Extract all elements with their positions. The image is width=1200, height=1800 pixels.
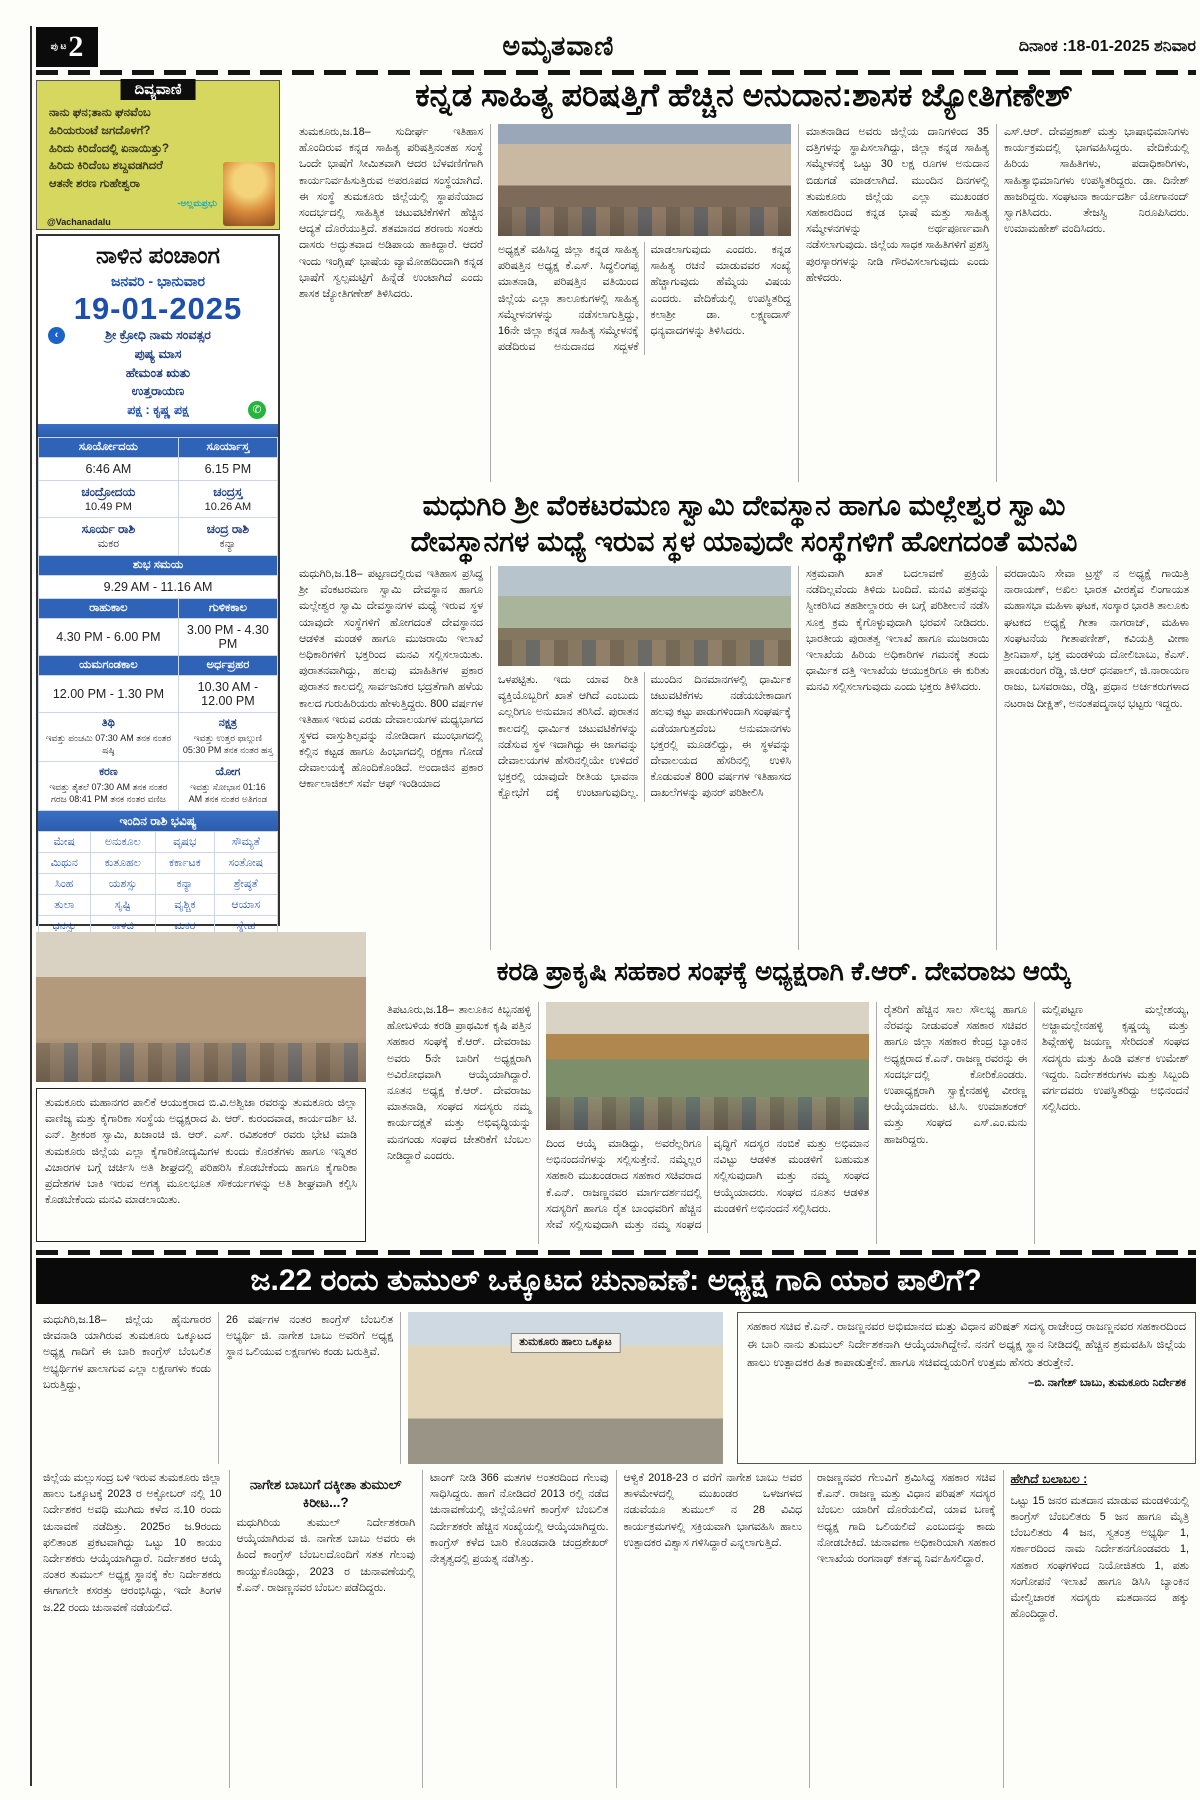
rashi-row: ಮಿಥುನ ಕುತೂಹಲ ಕರ್ಕಾಟಕ ಸಂತೋಷ: [39, 853, 278, 874]
quote-attribution: –ಬಿ. ನಾಗೇಶ್ ಬಾಬು, ತುಮಕೂರು ನಿರ್ದೇಶಕ: [1028, 1377, 1186, 1390]
samvatsara-line: [38, 326, 278, 345]
section-divider: [36, 1250, 1196, 1255]
article1-column-4: ಮಾತನಾಡಿದ ಅವರು ಜಿಲ್ಲೆಯ ದಾನಿಗಳಿಂದ 35 ದತ್ತಿಗಳನ್ನು ಸ್ಥಾಪಿಸಲಾಗಿದ್ದು, ಜಿಲ್ಲಾ ಕನ್ನಡ ಸಾಹಿತ್ಯ ಸಮ್ಮೇಳನಕ್ಕೆ ಒಟ್ಟು 30 ಲಕ್ಷ ರೂಗಳ ಅನುದಾನ ಬಿಡುಗಡೆ ಮಾಡಲಾಗಿದೆ. ಮುಂದಿನ ದಿನಗಳಲ್ಲಿ ತುಮಕೂರು ಜಿಲ್ಲೆಯ ಎಲ್ಲಾ ಮುಖಂಡರ ಸಹಕಾರದಿಂದ ಕನ್ನಡ ಭಾಷೆ ಮತ್ತು ಸಾಹಿತ್ಯ ಸಮ್ಮೇಳನಗಳನ್ನು ಅರ್ಥಪೂರ್ಣವಾಗಿ ನಡೆಸಲಾಗುವುದು. ಜಿಲ್ಲೆಯ ಸಾಧಕ ಸಾಹಿತಿಗಳಿಗೆ ಪ್ರಶಸ್ತಿ ಪುರಸ್ಕಾರಗಳನ್ನು ನೀಡಿ ಗೌರವಿಸಲಾಗುವುದು ಎಂದು ಹೇಳಿದರು.: [798, 124, 996, 482]
photo-figures: [498, 207, 791, 236]
verse-line: ಆತನೇ ಶರಣ ಗುಹೇಶ್ವರಾ: [49, 178, 140, 191]
yamaganda-header: ಯಮಗಂಡಕಾಲ: [39, 655, 179, 675]
verse-line: ನಾನು ಘನ;ತಾನು ಘನವೆಂಬ: [49, 107, 151, 119]
article3-headline: ಕರಡಿ ಪ್ರಾಕೃಷಿ ಸಹಕಾರ ಸಂಘಕ್ಕೆ ಅಧ್ಯಕ್ಷರಾಗಿ ಕೆ.ಆರ್. ದೇವರಾಜು ಆಯ್ಕೆ: [496, 956, 1072, 986]
bottom-article-banner-headline: ಜ.22 ರಂದು ತುಮುಲ್ ಒಕ್ಕೂಟದ ಚುನಾವಣೆ: ಅಧ್ಯಕ್ಷ ಗಾದಿ ಯಾರ ಪಾಲಿಗೆ?: [36, 1258, 1196, 1304]
chandra-rashi-cell: [178, 517, 277, 555]
bottom-column-b2-text: ಮಧುಗಿರಿಯ ತುಮುಲ್ ನಿರ್ದೇಶಕರಾಗಿ ಆಯ್ಕೆಯಾಗಿರುವ ಜಿ. ನಾಗೇಶ ಬಾಬು ಅವರು ಈ ಹಿಂದೆ ಕಾಂಗ್ರೆಸ್ ಬೆಂಬಲದೊಂದಿಗೆ ಸತತ ಗೆಲುವು ಕಾಯ್ದುಕೊಂಡಿದ್ದು, 2023 ರ ಚುನಾವಣೆಯಲ್ಲಿ ಕೆ.ಎನ್. ರಾಜಣ್ಣನವರ ಬೆಂಬಲ ಪಡೆದಿದ್ದರು.: [236, 1517, 415, 1594]
sunrise-header: ಸೂರ್ಯೋದಯ: [39, 437, 179, 457]
panchanga-date: 19-01-2025: [73, 291, 243, 326]
sunset-time: 6.15 PM: [178, 457, 277, 480]
page-header: [36, 26, 1196, 68]
rashi-row: ಮೇಷ ಅನುಕೂಲ ವೃಷಭ ಸೌಮ್ಯತೆ: [39, 832, 278, 853]
commissioner-visit-photo: [36, 932, 366, 1082]
bottom-column-a1: ಮಧುಗಿರಿ,ಜ.18– ಜಿಲ್ಲೆಯ ಹೈನುಗಾರರ ಜೀವನಾಡಿ ಯಾಗಿರುವ ತುಮಕೂರು ಒಕ್ಕೂಟದ ಅಧ್ಯಕ್ಷ ಗಾದಿಗೆ ಈ ಬಾರಿ ಕಾಂಗ್ರೆಸ್ ಬೆಂಬಲಿತ ಅಭ್ಯರ್ಥಿಗಳ ಪಾಲಾಗುವ ಎಲ್ಲಾ ಲಕ್ಷಣಗಳು ಕಂಡು ಬರುತ್ತಿದ್ದು,: [43, 1314, 211, 1391]
article3-column-4: ರೈತರಿಗೆ ಹೆಚ್ಚಿನ ಸಾಲ ಸೌಲಭ್ಯ ಹಾಗೂ ನೆರವನ್ನು ನೀಡುವಂತೆ ಸಹಕಾರ ಸಚಿವರ ಹಾಗೂ ಜಿಲ್ಲಾ ಸಹಕಾರ ಕೇಂದ್ರ ಬ್ಯಾಂಕಿನ ಅಧ್ಯಕ್ಷರಾದ ಕೆ.ಎನ್. ರಾಜಣ್ಣ ರವರನ್ನು ಈ ಸಂದರ್ಭದಲ್ಲಿ ಕೋರಿಕೊಂಡರು. ಉಪಾಧ್ಯಕ್ಷರಾಗಿ ಸ್ವಾಕ್ಷೇನಹಳ್ಳಿ ವೀರಣ್ಣ ಆಯ್ಕೆಯಾದರು. ಟಿ.ಸಿ. ಉಮಾಶಂಕರ್ ಮತ್ತು ಸಂಘದ ಎಸ್.ಎಂ.ಮನು ಹಾಜರಿದ್ದರು.: [876, 1002, 1034, 1244]
page-label: ಪು ಟ: [50, 41, 67, 52]
chandra-rashi-label: ಚಂದ್ರ ರಾಶಿ: [206, 521, 250, 536]
karana-value: ಇವತ್ತು ತೈತಲೆ 07:30 AM ತನಕ ನಂತರ ಗರಜ 08:41 PM ತನಕ ನಂತರ ವಣಿಜ: [49, 782, 168, 805]
article2-headline: [292, 488, 1196, 561]
karana-label: ಕರಣ: [99, 766, 118, 779]
article1-photo-subtext: ಅಧ್ಯಕ್ಷತೆ ವಹಿಸಿದ್ದ ಜಿಲ್ಲಾ ಕನ್ನಡ ಸಾಹಿತ್ಯ ಪರಿಷತ್ತಿನ ಅಧ್ಯಕ್ಷ ಕೆ.ಎಸ್. ಸಿದ್ಧಲಿಂಗಪ್ಪ ಮಾತನಾಡಿ, ಪರಿಷತ್ತಿನ ವತಿಯಿಂದ ಜಿಲ್ಲೆಯ ಎಲ್ಲಾ ತಾಲೂಕುಗಳಲ್ಲಿ ಸಾಹಿತ್ಯ ಸಮ್ಮೇಳನಗಳನ್ನು ನಡೆಸಲಾಗುತ್ತಿದ್ದು, 16ನೇ ಜಿಲ್ಲಾ ಕನ್ನಡ ಸಾಹಿತ್ಯ ಸಮ್ಮೇಳನಕ್ಕೆ ಪಡೆದಿರುವ ಅನುದಾನದ ಸದ್ಬಳಕೆ ಮಾಡಲಾಗುವುದು ಎಂದರು. ಕನ್ನಡ ಸಾಹಿತ್ಯ ರಚನೆ ಮಾಡುವವರ ಸಂಖ್ಯೆ ಹೆಚ್ಚಾಗುವುದು ಹೆಮ್ಮೆಯ ವಿಷಯ ಎಂದರು. ವೇದಿಕೆಯಲ್ಲಿ ಉಪಸ್ಥಿತರಿದ್ದ ಕಲಾಶ್ರೀ ಡಾ. ಲಕ್ಷ್ಮಣದಾಸ್ ಧನ್ಯವಾದಗಳನ್ನು ತಿಳಿಸಿದರು.: [498, 244, 791, 354]
article1-headline: ಕನ್ನಡ ಸಾಹಿತ್ಯ ಪರಿಷತ್ತಿಗೆ ಹೆಚ್ಚಿನ ಅನುದಾನ:ಶಾಸಕ ಜ್ಯೋತಿಗಣೇಶ್: [415, 77, 1073, 113]
photo-figures: [498, 640, 791, 666]
ardhaprahara-header: ಅರ್ಧಪ್ರಹರ: [178, 655, 277, 675]
article3-photo-subtext: ದಿಂದ ಆಯ್ಕೆ ಮಾಡಿದ್ದು, ಅವರೆಲ್ಲರಿಗೂ ಅಭಿನಂದನೆಗಳನ್ನು ಸಲ್ಲಿಸುತ್ತೇನೆ. ನಮ್ಮೆಲ್ಲರ ಸಹಕಾರಿ ಮುಖಂಡರಾದ ಸಹಕಾರ ಸಚಿವರಾದ ಕೆ.ಎನ್. ರಾಜಣ್ಣನವರ ಮಾರ್ಗದರ್ಶನದಲ್ಲಿ ಸದಸ್ಯರಿಗೆ ಹಾಗೂ ರೈತ ಬಾಂಧವರಿಗೆ ಹೆಚ್ಚಿನ ಸೇವೆ ಸಲ್ಲಿಸುವುದಾಗಿ ಮತ್ತು ನಮ್ಮ ಸಂಘದ ವೃದ್ಧಿಗೆ ಸದಸ್ಯರ ನಂಬಿಕೆ ಮತ್ತು ಅಭಿಮಾನ ನವಿಟ್ಟು ಆಡಳಿತ ಮಂಡಳಿಗೆ ಬಹುಮತ ಸಲ್ಲಿಸುವುದಾಗಿ ಮತ್ತು ನಮ್ಮ ಸಂಘದ ಆಯ್ಕೆಯಾದರು. ಸಂಘದ ನೂತನ ಆಡಳಿತ ಮಂಡಳಿಗೆ ಅಭಿನಂದನೆ ಸಲ್ಲಿಸಿದರು.: [546, 1138, 869, 1231]
article3-column-5: ಮಲ್ಲಿಪಟ್ಟಣ ಮಲ್ಲೇಶಯ್ಯ, ಅಜ್ಜಾಮಲ್ಲೇನಹಳ್ಳಿ ಕೃಷ್ಣಯ್ಯ ಮತ್ತು ಶಿವ್ಲೇಹಳ್ಳಿ ಜಯಣ್ಣ ಸೇರಿದಂತೆ ಸಂಘದ ಸದಸ್ಯರು ಮತ್ತು ಹಿಂಡಿ ವರ್ತಕ ಉಮೇಶ್ ಇದ್ದರು. ನಿರ್ದೇಶಕರುಗಳು ಮತ್ತು ಸಿಬ್ಬಂದಿ ವರ್ಗದವರು ಉಪಸ್ಥಿತರಿದ್ದು ಅಭಿನಂದನೆ ಸಲ್ಲಿಸಿದರು.: [1034, 1002, 1196, 1244]
article2-headline-line2: ದೇವಸ್ಥಾನಗಳ ಮಧ್ಯೆ ಇರುವ ಸ್ಥಳ ಯಾವುದೇ ಸಂಸ್ಥೆಗಳಿಗೆ ಹೋಗದಂತೆ ಮನವಿ: [410, 526, 1078, 558]
saint-portrait-image: [223, 162, 275, 226]
verse-line: ಹಿರಿದು ಕಿರಿದೆಂದಲ್ಲಿ ಏನಾಯಿತ್ತು?: [49, 142, 169, 155]
divyavani-title: ದಿವ್ಯವಾಣಿ: [121, 79, 196, 100]
ardhaprahara-time: 10.30 AM - 12.00 PM: [178, 675, 277, 712]
bottom-column-a2: 26 ವರ್ಷಗಳ ನಂತರ ಕಾಂಗ್ರೆಸ್ ಬೆಂಬಲಿತ ಅಭ್ಯರ್ಥಿ ಜಿ. ನಾಗೇಶ ಬಾಬು ಅವರಿಗೆ ಅಧ್ಯಕ್ಷ ಸ್ಥಾನ ಒಲಿಯುವ ಲಕ್ಷಣಗಳು ಕಂಡು ಬರುತ್ತಿವೆ.: [218, 1312, 400, 1464]
masthead-title: ಅಮೃತವಾಣಿ: [502, 31, 615, 61]
edition-date: ದಿನಾಂಕ :18-01-2025 ಶನಿವಾರ: [1018, 38, 1196, 55]
moonset-label: ಚಂದ್ರಸ್ತ: [213, 484, 243, 499]
rashi-row: ಸಿಂಹ ಯಶಸ್ಸು ಕನ್ಯಾ ಶ್ರೇಷ್ಠತೆ: [39, 874, 278, 895]
article1-body: [292, 124, 1196, 482]
sunrise-time: 6:46 AM: [39, 457, 179, 480]
page-left-rule: [30, 26, 32, 1786]
sunset-header: ಸೂರ್ಯಾಸ್ತ: [178, 437, 277, 457]
masa: ಪುಷ್ಯ ಮಾಸ: [134, 346, 182, 361]
article3-column-1: ತಿಪಟೂರು,ಜ.18– ತಾಲೂಕಿನ ಕಿಬ್ಬನಹಳ್ಳಿ ಹೋಬಳಿಯ ಕರಡಿ ಪ್ರಾಥಮಿಕ ಕೃಷಿ ಪತ್ತಿನ ಸಹಕಾರ ಸಂಘಕ್ಕೆ ಕೆ.ಆರ್. ದೇವರಾಜು ಅವರು 5ನೇ ಬಾರಿಗೆ ಅಧ್ಯಕ್ಷರಾಗಿ ಅವಿರೋಧವಾಗಿ ಆಯ್ಕೆಯಾಗಿದ್ದಾರೆ. ನೂತನ ಅಧ್ಯಕ್ಷ ಕೆ.ಆರ್. ದೇವರಾಜು ಮಾತನಾಡಿ, ಸಂಘದ ಸದಸ್ಯರು ನಮ್ಮ ಕಾರ್ಯದಕ್ಷತೆ ಮತ್ತು ಅಭಿವೃದ್ಧಿಯನ್ನು ಮನಗಂಡು ಸಂಘದ ಚೇತರಿಕೆಗೆ ಬೆಂಬಲ ನೀಡಿದ್ದಾರೆ ಎಂದರು.: [387, 1004, 531, 1162]
surya-rashi-label: ಸೂರ್ಯ ರಾಶಿ: [81, 521, 136, 536]
karana-cell: [39, 762, 179, 811]
surya-rashi-cell: [39, 517, 179, 555]
article2-photo-subtext: ಒಳಪಟ್ಟಿತು. ಇದು ಯಾವ ರೀತಿ ವ್ಯಕ್ತಿಯೊಬ್ಬರಿಗೆ ಖಾತೆ ಆಗಿದೆ ಎಂಬುದು ಎಲ್ಲರಿಗೂ ಅನುಮಾನ ತರಿಸಿದೆ. ಪುರಾತನ ಕಾಲದಲ್ಲಿ ಧಾರ್ಮಿಕ ಚಟುವಟಿಕೆಗಳನ್ನು ನಡೆಸುವ ಸ್ಥಳ ಇದಾಗಿದ್ದು ಈ ಜಾಗವನ್ನು ದೇವಾಲಯಗಳ ಹೆಸರಿನಲ್ಲಿಯೇ ಉಳಿದರೆ ಭಕ್ತರಲ್ಲಿ ಯಾವುದೇ ರೀತಿಯ ಭಾವನಾ ಕ್ಷೋಭೆಗೆ ದಕ್ಕೆ ಉಂಟಾಗುವುದಿಲ್ಲ. ಮುಂದಿನ ದಿನಮಾನಗಳಲ್ಲಿ ಧಾರ್ಮಿಕ ಚಟುವಟಿಕೆಗಳು ನಡೆಯಬೇಕಾದಾಗ ಹಲವು ಕಟ್ಟು ಪಾಡುಗಳಿಂದಾಗಿ ಸಂಘರ್ಷಕ್ಕೆ ಎಡೆಯಾಗುತ್ತದೆಂಬ ಅನುಮಾನಗಳು ಭಕ್ತರಲ್ಲಿ ಮೂಡಲಿದ್ದು, ಈ ಸ್ಥಳವನ್ನು ದೇವಾಲಯದ ಹೆಸರಿನಲ್ಲಿ ಉಳಿಸಿ ಕೊಡುವಂತೆ 800 ವರ್ಷಗಳ ಇತಿಹಾಸದ ದಾಖಲೆಗಳನ್ನು ಪುನರ್ ಪರಿಶೀಲಿಸಿ: [498, 674, 792, 800]
photo-figures: [36, 1043, 366, 1082]
tithi-cell: [39, 712, 179, 761]
divyavani-quote-box: [36, 80, 280, 230]
article3-photo: [546, 1002, 869, 1130]
paksha: ಪಕ್ಷ : ಕೃಷ್ಣ ಪಕ್ಷ: [127, 403, 189, 418]
article2-photo: [498, 566, 791, 666]
bottom-column-b6: [1003, 1470, 1197, 1788]
article2-column-1: ಮಧುಗಿರಿ,ಜ.18– ಪಟ್ಟಣದಲ್ಲಿರುವ ಇತಿಹಾಸ ಪ್ರಸಿದ್ಧ ಶ್ರೀ ವೆಂಕಟರಮಣ ಸ್ವಾಮಿ ದೇವಸ್ಥಾನ ಹಾಗೂ ಮಲ್ಲೇಶ್ವರ ಸ್ವಾಮಿ ದೇವಸ್ಥಾನಗಳ ಮಧ್ಯೆ ಇರುವ ಸ್ಥಳ ಯಾವುದೇ ಸಂಸ್ಥೆಗಳಿಗೆ ಹೋಗದಂತೆ ದೇವಸ್ಥಾನದ ಆಡಳಿತ ಮಂಡಳಿ ಹಾಗೂ ಮುಜರಾಯಿ ಇಲಾಖೆ ಅಧಿಕಾರಿಗಳಿಗೆ ಭಕ್ತರಿಂದ ಮನವಿ ಸಲ್ಲಿಸಲಾಯಿತು. ಪುರಾತನವಾಗಿದ್ದು, ಹಲವು ಮಾಹಿತಿಗಳ ಪ್ರಕಾರ ಪುರಾತನ ಕಾಲದಲ್ಲಿ ಸಾರ್ವಜನಿಕರ ಭದ್ರತೆಗಾಗಿ ಹಳೆಯ ಕಾಲದ ಗುರುಹಿರಿಯರು ಹೇಳುತ್ತಿದ್ದರು. 800 ವರ್ಷಗಳ ಇತಿಹಾಸ ಇರುವ ಎರಡು ದೇವಾಲಯಗಳ ಮಧ್ಯಭಾಗದ ಸ್ಥಳದ ವಾಸ್ತುಶಿಲ್ಪವನ್ನು ನೋಡಿದಾಗ ಮುಂಭಾಗದಲ್ಲಿ ಕಲ್ಲಿನ ಕಟ್ಟಡ ಹಾಗೂ ಹಿಂಭಾಗದಲ್ಲಿ ರಕ್ಷಣಾ ಗೋಡೆ ದೇವಾಲಯಕ್ಕೆ ಹೊಂದಿಕೊಂಡಿದೆ. ಅಂದಾಜಿನ ಪ್ರಕಾರ ಆರ್ಕಾಲಾಜಿಕಲ್ ಸರ್ವೆ ಆಫ್ ಇಂಡಿಯಾದ: [299, 568, 483, 791]
article1-photo: [498, 124, 791, 236]
bottom-article-row-bottom: [36, 1470, 1196, 1788]
article3-body: [380, 1002, 1196, 1244]
milk-union-building-photo: [408, 1312, 723, 1464]
page-number-badge: [36, 27, 98, 67]
social-handle: @Vachanadalu: [47, 217, 111, 227]
moonset-cell: [178, 480, 277, 517]
bottom-subheadline-2: ಹೇಗಿದೆ ಬಲಾಬಲ :: [1010, 1472, 1088, 1486]
yamaganda-time: 12.00 PM - 1.30 PM: [39, 675, 179, 712]
shubha-header: ಶುಭ ಸಮಯ: [39, 555, 278, 575]
verse-line: ಹಿರಿಯರುಂಟೆ ಜಗದೊಳಗೆ?: [49, 124, 151, 137]
yoga-cell: [178, 762, 277, 811]
bottom-column-b2: [229, 1470, 423, 1788]
panchanga-divider-bar: [38, 424, 278, 437]
ayana: ಉತ್ತರಾಯಣ: [131, 384, 185, 399]
article2-body: [292, 566, 1196, 950]
sun-moon-table: [38, 437, 278, 812]
bottom-column-b4: ಆಳ್ವಿಕೆ 2018-23 ರ ವರೆಗೆ ನಾಗೇಶ ಬಾಬು ಅವರ ತಾಳಮೇಳದಲ್ಲಿ ಮುಖಂಡರ ಒಳಜಗಳದ ನಡುವೆಯೂ ತುಮುಲ್ ನ 28 ವಿವಿಧ ಕಾರ್ಯಕ್ರಮಗಳಲ್ಲಿ ಸಕ್ರಿಯವಾಗಿ ಭಾಗವಹಿಸಿ ಹಾಲು ಉತ್ಪಾದಕರ ವಿಶ್ವಾಸ ಗಳಿಸಿದ್ದಾರೆ ಎನ್ನಲಾಗುತ್ತಿದೆ.: [616, 1470, 810, 1788]
page-number: 2: [68, 30, 84, 63]
bottom-column-b1: ಜಿಲ್ಲೆಯ ಮಲ್ಲುಸಂದ್ರ ಬಳಿ ಇರುವ ತುಮಕೂರು ಜಿಲ್ಲಾ ಹಾಲು ಒಕ್ಕೂಟಕ್ಕೆ 2023 ರ ಅಕ್ಟೋಬರ್ ನಲ್ಲಿ 10 ನಿರ್ದೇಶಕರ ಅವಧಿ ಮುಗಿದು ಕಳೆದ ನ.10 ರಂದು ಚುನಾವಣೆ ನಡೆದಿತ್ತು. 2025ರ ಜ.9ರಂದು ಫಲಿತಾಂಶ ಪ್ರಕಟವಾಗಿದ್ದು ಒಟ್ಟು 10 ಕಾಯಂ ನಿರ್ದೇಶಕರು ಆಯ್ಕೆಯಾಗಿದ್ದಾರೆ. ನಿರ್ದೇಶಕರ ಆಯ್ಕೆ ನಂತರ ತುಮುಲ್ ಅಧ್ಯಕ್ಷ ಸ್ಥಾನಕ್ಕೆ ಕೆಲ ನಿರ್ದೇಶಕರು ಈಗಾಗಲೇ ಕಸರತ್ತು ಆರಂಭಿಸಿದ್ದು, ಇದೇ ತಿಂಗಳ ಜ.22 ರಂದು ಚುನಾವಣೆ ನಡೆಯಲಿದೆ.: [43, 1472, 222, 1614]
building-photo-caption: ತುಮಕೂರು ಹಾಲು ಒಕ್ಕೂಟ: [510, 1333, 621, 1353]
rashi-row: ಧನಸ್ಸು ಕಾಳಜಿ ಮಕರ ಸ್ನೇಹ: [39, 916, 278, 937]
nakshatra-value: ಇವತ್ತು ಉತ್ತರ ಫಾಲ್ಗುಣಿ 05:30 PM ತನಕ ನಂತರ ಹಸ್ತ: [182, 732, 273, 755]
tithi-label: ತಿಥಿ: [101, 716, 115, 729]
bottom-column-b5: ರಾಜಣ್ಣನವರ ಗೆಲುವಿಗೆ ಶ್ರಮಿಸಿದ್ದ ಸಹಕಾರ ಸಚಿವ ಕೆ.ಎನ್. ರಾಜಣ್ಣ ಮತ್ತು ವಿಧಾನ ಪರಿಷತ್ ಸದಸ್ಯರ ಬೆಂಬಲ ಯಾರಿಗೆ ದೊರೆಯಲಿದೆ, ಯಾವ ಬಣಕ್ಕೆ ಅಧ್ಯಕ್ಷ ಗಾದಿ ಒಲಿಯಲಿದೆ ಎಂಬುದನ್ನು ಕಾದು ನೋಡಬೇಕಿದೆ. ಚುನಾವಣಾ ಅಧಿಕಾರಿಯಾಗಿ ಸಹಕಾರ ಇಲಾಖೆಯ ರಂಗನಾಥ್ ಕರ್ತವ್ಯ ನಿರ್ವಹಿಸಲಿದ್ದಾರೆ.: [809, 1470, 1003, 1788]
article2-column-4: ಸಕ್ರಮವಾಗಿ ಖಾತೆ ಬದಲಾವಣೆ ಪ್ರಕ್ರಿಯೆ ನಡೆದಿಲ್ಲವೆಂದು ತಿಳಿದು ಬಂದಿದೆ. ಮನವಿ ಪತ್ರವನ್ನು ಸ್ವೀಕರಿಸಿದ ತಹಶೀಲ್ದಾರರು ಈ ಬಗ್ಗೆ ಪರಿಶೀಲನೆ ನಡೆಸಿ ಸೂಕ್ತ ಕ್ರಮ ಕೈಗೊಳ್ಳುವುದಾಗಿ ಭರವಸೆ ನೀಡಿದರು. ಭಾರತೀಯ ಪುರಾತತ್ವ ಇಲಾಖೆ ಹಾಗೂ ಮುಜರಾಯಿ ಇಲಾಖೆಯ ಹಿರಿಯ ಅಧಿಕಾರಿಗಳ ಗಮನಕ್ಕೆ ತಂದು ಧಾರ್ಮಿಕ ದತ್ತಿ ಇಲಾಖೆಯ ಆಯುಕ್ತರಿಗೂ ಈ ಕುರಿತು ಮನವಿ ಸಲ್ಲಿಸಲಾಗುವುದು ಎಂದು ಭಕ್ತರು ತಿಳಿಸಿದರು.: [798, 566, 996, 950]
bottom-column-b3: ಟಾಂಗ್ ನೀಡಿ 366 ಮತಗಳ ಅಂತರದಿಂದ ಗೆಲುವು ಸಾಧಿಸಿದ್ದರು. ಹಾಗೆ ನೋಡಿದರೆ 2013 ರಲ್ಲಿ ನಡೆದ ಚುನಾವಣೆಯಲ್ಲಿ ಜಿಲ್ಲೆಯೊಳಗೆ ಕಾಂಗ್ರೆಸ್ ಬೆಂಬಲಿತ ನಿರ್ದೇಶಕರೇ ಹೆಚ್ಚಿನ ಸಂಖ್ಯೆಯಲ್ಲಿ ಆಯ್ಕೆಯಾಗಿದ್ದರು. ಕಾಂಗ್ರೆಸ್ ಕಳೆದ ಬಾರಿ ಕೊಂಡವಾಡಿ ಚಂದ್ರಶೇಖರ್ ನೇತೃತ್ವದಲ್ಲಿ ಪ್ರಯತ್ನ ನಡೆಸಿತ್ತು.: [422, 1470, 616, 1788]
article3-middle-column: [538, 1002, 876, 1244]
panchanga-box: [36, 234, 280, 932]
photo-figures: [546, 1097, 869, 1130]
surya-rashi: ಮಕರ: [97, 537, 120, 550]
article1-middle-column: [490, 124, 798, 482]
rashi-row: ತುಲಾ ಸೃಷ್ಟಿ ವೃಶ್ಚಿಕ ಆಯಾಸ: [39, 895, 278, 916]
bottom-column-b6-text: ಒಟ್ಟು 15 ಜನರ ಮತದಾನ ಮಾಡುವ ಮಂಡಳಿಯಲ್ಲಿ ಕಾಂಗ್ರೆಸ್ ಬೆಂಬಲಿತರು 5 ಜನ ಹಾಗೂ ಮೈತ್ರಿ ಬೆಂಬಲಿತರು 4 ಜನ, ಸ್ವತಂತ್ರ ಅಭ್ಯರ್ಥಿ 1, ಸರ್ಕಾರದಿಂದ ನಾಮ ನಿರ್ದೇಶನಗೊಂಡವರು 1, ಸಹಕಾರ ಸಂಘಗಳಿಂದ ನಿಯೋಜಿತರು 1, ಪಶು ಸಂಗೋಪನೆ ಇಲಾಖೆ ಹಾಗೂ ಡಿಸಿಸಿ ಬ್ಯಾಂಕಿನ ಮೇಲ್ವಿಚಾರಕ ಸದಸ್ಯರು ಮತದಾನದ ಹಕ್ಕು ಹೊಂದಿದ್ದಾರೆ.: [1010, 1494, 1189, 1621]
panchanga-title: ನಾಳಿನ ಪಂಚಾಂಗ: [95, 242, 220, 268]
samvatsara: ಶ್ರೀ ಕ್ರೋಧಿ ನಾಮ ಸಂವತ್ಸರ: [105, 328, 211, 343]
shubha-time: 9.29 AM - 11.16 AM: [39, 575, 278, 598]
verse-attribution: -ಅಲ್ಲಮಪ್ರಭು: [177, 198, 217, 208]
quote-text: ಸಹಕಾರ ಸಚಿವ ಕೆ.ಎನ್. ರಾಜಣ್ಣನವರ ಅಭಿಮಾನದ ಮತ್ತು ವಿಧಾನ ಪರಿಷತ್ ಸದಸ್ಯ ರಾಜೇಂದ್ರ ರಾಜಣ್ಣನವರ ಸಹಕಾರದಿಂದ ಈ ಬಾರಿ ನಾನು ತುಮುಲ್ ನಿರ್ದೇಶಕನಾಗಿ ಆಯ್ಕೆಯಾಗಿದ್ದೇನೆ. ನನಗೆ ಅಧ್ಯಕ್ಷ ಸ್ಥಾನ ನೀಡಿದಲ್ಲಿ ಹೆಚ್ಚಿನ ಶ್ರಮವಹಿಸಿ ಜಿಲ್ಲೆಯ ಹಾಲು ಉತ್ಪಾದಕರ ಹಿತ ಕಾಪಾಡುತ್ತೇನೆ. ಹಾಗೂ ಸಚಿವದ್ವಯರಿಗೆ ಉತ್ತಮ ಹೆಸರು ತರುತ್ತೇನೆ.: [747, 1321, 1186, 1369]
panchanga-day: ಜನವರಿ - ಭಾನುವಾರ: [110, 273, 206, 289]
header-divider: [36, 70, 1196, 75]
moonset-time: 10.26 AM: [204, 500, 252, 513]
rashi-bhavishya-header: ಇಂದಿನ ರಾಶಿ ಭವಿಷ್ಯ: [38, 811, 278, 831]
bottom-photo-column: [400, 1312, 730, 1464]
paksha-line: [38, 401, 278, 420]
moonrise-cell: [39, 480, 179, 517]
verse-line: ಹಿರಿದು ಕಿರಿದೆಂಬ ಶಬ್ದವಡಗಿದರೆ: [49, 160, 163, 173]
article2-middle-column: [490, 566, 798, 950]
gulikakala-header: ಗುಳಿಕಕಾಲ: [178, 598, 277, 618]
nakshatra-label: ನಕ್ಷತ್ರ: [218, 716, 238, 729]
rutu: ಹೇಮಂತ ಋತು: [125, 365, 191, 380]
back-arrow-icon[interactable]: ‹: [48, 327, 65, 344]
rahukala-header: ರಾಹುಕಾಲ: [39, 598, 179, 618]
moonrise-time: 10.49 PM: [84, 500, 132, 513]
article2-column-5: ವರದಾಯಿನಿ ಸೇವಾ ಟ್ರಸ್ಟ್ ನ ಅಧ್ಯಕ್ಷೆ ಗಾಯಿತ್ರಿ ನಾರಾಯಣ್, ಅಖಿಲ ಭಾರತ ವೀರಶೈವ ಲಿಂಗಾಯತ ಮಹಾಸಭಾ ಮಹಿಳಾ ಘಟಕ, ಸಂಸ್ಕಾರ ಭಾರತಿ ತಾಲೂಕು ಘಟಕದ ಅಧ್ಯಕ್ಷೆ ಗೀತಾ ನಾಗರಾಜ್, ಮಹಿಳಾ ಸಂಘಟನೆಯ ಗೀತಾಪಣೀಶ್, ಕವಿಯತ್ರಿ ವೀಣಾ ಶ್ರೀನಿವಾಸ್, ಭಕ್ತ ಮಂಡಳಿಯ ದೋಲಿಬಾಬು, ಕೆಎಸ್. ಪಾಂಡುರಂಗ ರೆಡ್ಡಿ, ಜಿ.ಆರ್ ಧನಪಾಲ್, ಜಿ.ನಾರಾಯಣ ರಾಜು, ಬಸವರಾಜು, ರೆಡ್ಡಿ, ಪ್ರಧಾನ ಅರ್ಚಕರುಗಳಾದ ನಟರಾಜ ದೀಕ್ಷಿತ್, ಅನಂತಪದ್ಮನಾಭ ಭಟ್ಟರು ಇದ್ದರು.: [996, 566, 1196, 950]
bottom-subheadline-1: ನಾಗೇಶ ಬಾಬುಗೆ ದಕ್ಕೀತಾ ತುಮುಲ್ ಕಿರೀಟ...?: [249, 1477, 402, 1510]
gulikakala-time: 3.00 PM - 4.30 PM: [178, 618, 277, 655]
whatsapp-icon[interactable]: ✆: [248, 401, 266, 419]
article1-column-1: ತುಮಕೂರು,ಜ.18– ಸುದೀರ್ಘ ಇತಿಹಾಸ ಹೊಂದಿರುವ ಕನ್ನಡ ಸಾಹಿತ್ಯ ಪರಿಷತ್ತಿನಂತಹ ಸಂಸ್ಥೆ ಒಂದೇ ಭಾಷೆಗೆ ಸೀಮಿತವಾಗಿ ಆದರ ಬೆಳವಣಿಗೆಗಾಗಿ ಕಾರ್ಯನಿರ್ವಹಿಸುತ್ತಿರುವ ಅಪರೂಪದ ಸಂಸ್ಥೆಯಾಗಿದೆ. ಈ ಸಂಸ್ಥೆ ತುಮಕೂರು ಜಿಲ್ಲೆಯಲ್ಲಿ ಸ್ಥಾಪನೆಯಾದ ಸಂದರ್ಭದಲ್ಲಿ ಸಾಹಿತ್ಯಿಕ ಚಟುವಟಿಕೆಗಳಿಗೆ ಹೆಚ್ಚಿನ ಆದ್ಯತೆ ದೊರೆಯುತ್ತಿದೆ. ಶತಮಾನದ ಶರಣರು ಸಂತರು ದಾಸರು ಅದ್ಭುತವಾದ ಅಡಿಪಾಯ ಹಾಕಿದ್ದಾರೆ. ಆದರೆ ಇಂದು ಇಂಗ್ಲಿಷ್ ಭಾಷೆಯ ವ್ಯಾಮೋಹದಿಂದಾಗಿ ಕನ್ನಡ ಭಾಷೆಗೆ ಸ್ವಲ್ಪಮಟ್ಟಿಗೆ ಹಿನ್ನೆಡೆ ಉಂಟಾಗಿದೆ ಎಂದು ಶಾಸಕ ಜ್ಯೋತಿಗಣೇಶ್ ತಿಳಿಸಿದರು.: [299, 126, 483, 300]
quote-column: [730, 1312, 1196, 1464]
yoga-value: ಇವತ್ತು ಸೋಭಾನ 01:16 AM ತನಕ ನಂತರ ಅತಿಗಂಡ: [188, 782, 268, 805]
director-quote-box: [737, 1312, 1196, 1464]
yoga-label: ಯೋಗ: [215, 766, 241, 779]
chandra-rashi: ಕನ್ಯಾ: [219, 537, 237, 550]
rahukala-time: 4.30 PM - 6.00 PM: [39, 618, 179, 655]
article1-column-5: ಎಸ್.ಆರ್. ದೇವಪ್ರಕಾಶ್ ಮತ್ತು ಭಾಷಾಭಿಮಾನಿಗಳು ಕಾರ್ಯಕ್ರಮದಲ್ಲಿ ಭಾಗವಹಿಸಿದ್ದರು. ವೇದಿಕೆಯಲ್ಲಿ ಹಿರಿಯ ಸಾಹಿತಿಗಳು, ಪದಾಧಿಕಾರಿಗಳು, ಸಾಹಿತ್ಯಾಭಿಮಾನಿಗಳು ಉಪಸ್ಥಿತರಿದ್ದರು. ಡಾ. ದಿನೇಶ್ ಹಾಜರಿದ್ದರು. ಸಂಘಟನಾ ಕಾರ್ಯದರ್ಶಿ ಯೋಗಾನಂದ್ ಸ್ವಾಗತಿಸಿದರು. ತೇಜಸ್ವಿ ನಿರೂಪಿಸಿದರು. ಉಮಾಮಹೇಶ್ ವಂದಿಸಿದರು.: [996, 124, 1196, 482]
tithi-value: ಇವತ್ತು ಪಂಚಮಿ 07:30 AM ತನಕ ನಂತರ ಷಷ್ಠಿ: [45, 732, 172, 755]
moonrise-label: ಚಂದ್ರೋದಯ: [81, 484, 136, 499]
nakshatra-cell: [178, 712, 277, 761]
commissioner-visit-caption-box: ತುಮಕೂರು ಮಹಾನಗರ ಪಾಲಿಕೆ ಆಯುಕ್ತರಾದ ಬಿ.ವಿ.ಅಶ್ವಿಜಾ ರವರನ್ನು ತುಮಕೂರು ಜಿಲ್ಲಾ ವಾಣಿಜ್ಯ ಮತ್ತು ಕೈಗಾರಿಕಾ ಸಂಸ್ಥೆಯ ಅಧ್ಯಕ್ಷರಾದ ಪಿ. ಆರ್. ಕುರಂದವಾಡ, ಕಾರ್ಯದರ್ಶಿ ಟಿ. ಎನ್. ಶ್ರೀಕಂಠ ಸ್ವಾಮಿ, ಖಜಾಂಚಿ ಜಿ. ಆರ್. ಎಸ್. ರವಿಶಂಕರ್ ರವರು ಭೇಟಿ ಮಾಡಿ ತುಮಕೂರು ಜಿಲ್ಲೆಯ ಎಲ್ಲಾ ಕೈಗಾರಿಕೋದ್ಯಮಿಗಳ ಕುಂದು ಕೊರತೆಗಳು ಹಾಗೂ ಇನ್ನಿತರ ವಿಚಾರಗಳ ಬಗ್ಗೆ ಚರ್ಚಿಸಿ ಅತಿ ಶೀಘ್ರದಲ್ಲಿ ಪರಿಹರಿಸಿ ಕೊಡಬೇಕೆಂದು ಹಾಗೂ ಕೈಗಾರಿಕಾ ಪ್ರದೇಶಗಳ ಬಾಕಿ ಇರುವ ಅಗತ್ಯ ಮೂಲಭೂತ ಸೌಕರ್ಯಗಳನ್ನು ಅತಿ ಶೀಘ್ರವಾಗಿ ಕಲ್ಪಿಸಿ ಕೊಡಬೇಕೆಂದು ಮನವಿ ಮಾಡಲಾಯಿತು.: [36, 1088, 366, 1242]
article2-headline-line1: ಮಧುಗಿರಿ ಶ್ರೀ ವೆಂಕಟರಮಣ ಸ್ವಾಮಿ ದೇವಸ್ಥಾನ ಹಾಗೂ ಮಲ್ಲೇಶ್ವರ ಸ್ವಾಮಿ: [422, 490, 1066, 521]
bottom-article-row-top: [36, 1312, 1196, 1464]
